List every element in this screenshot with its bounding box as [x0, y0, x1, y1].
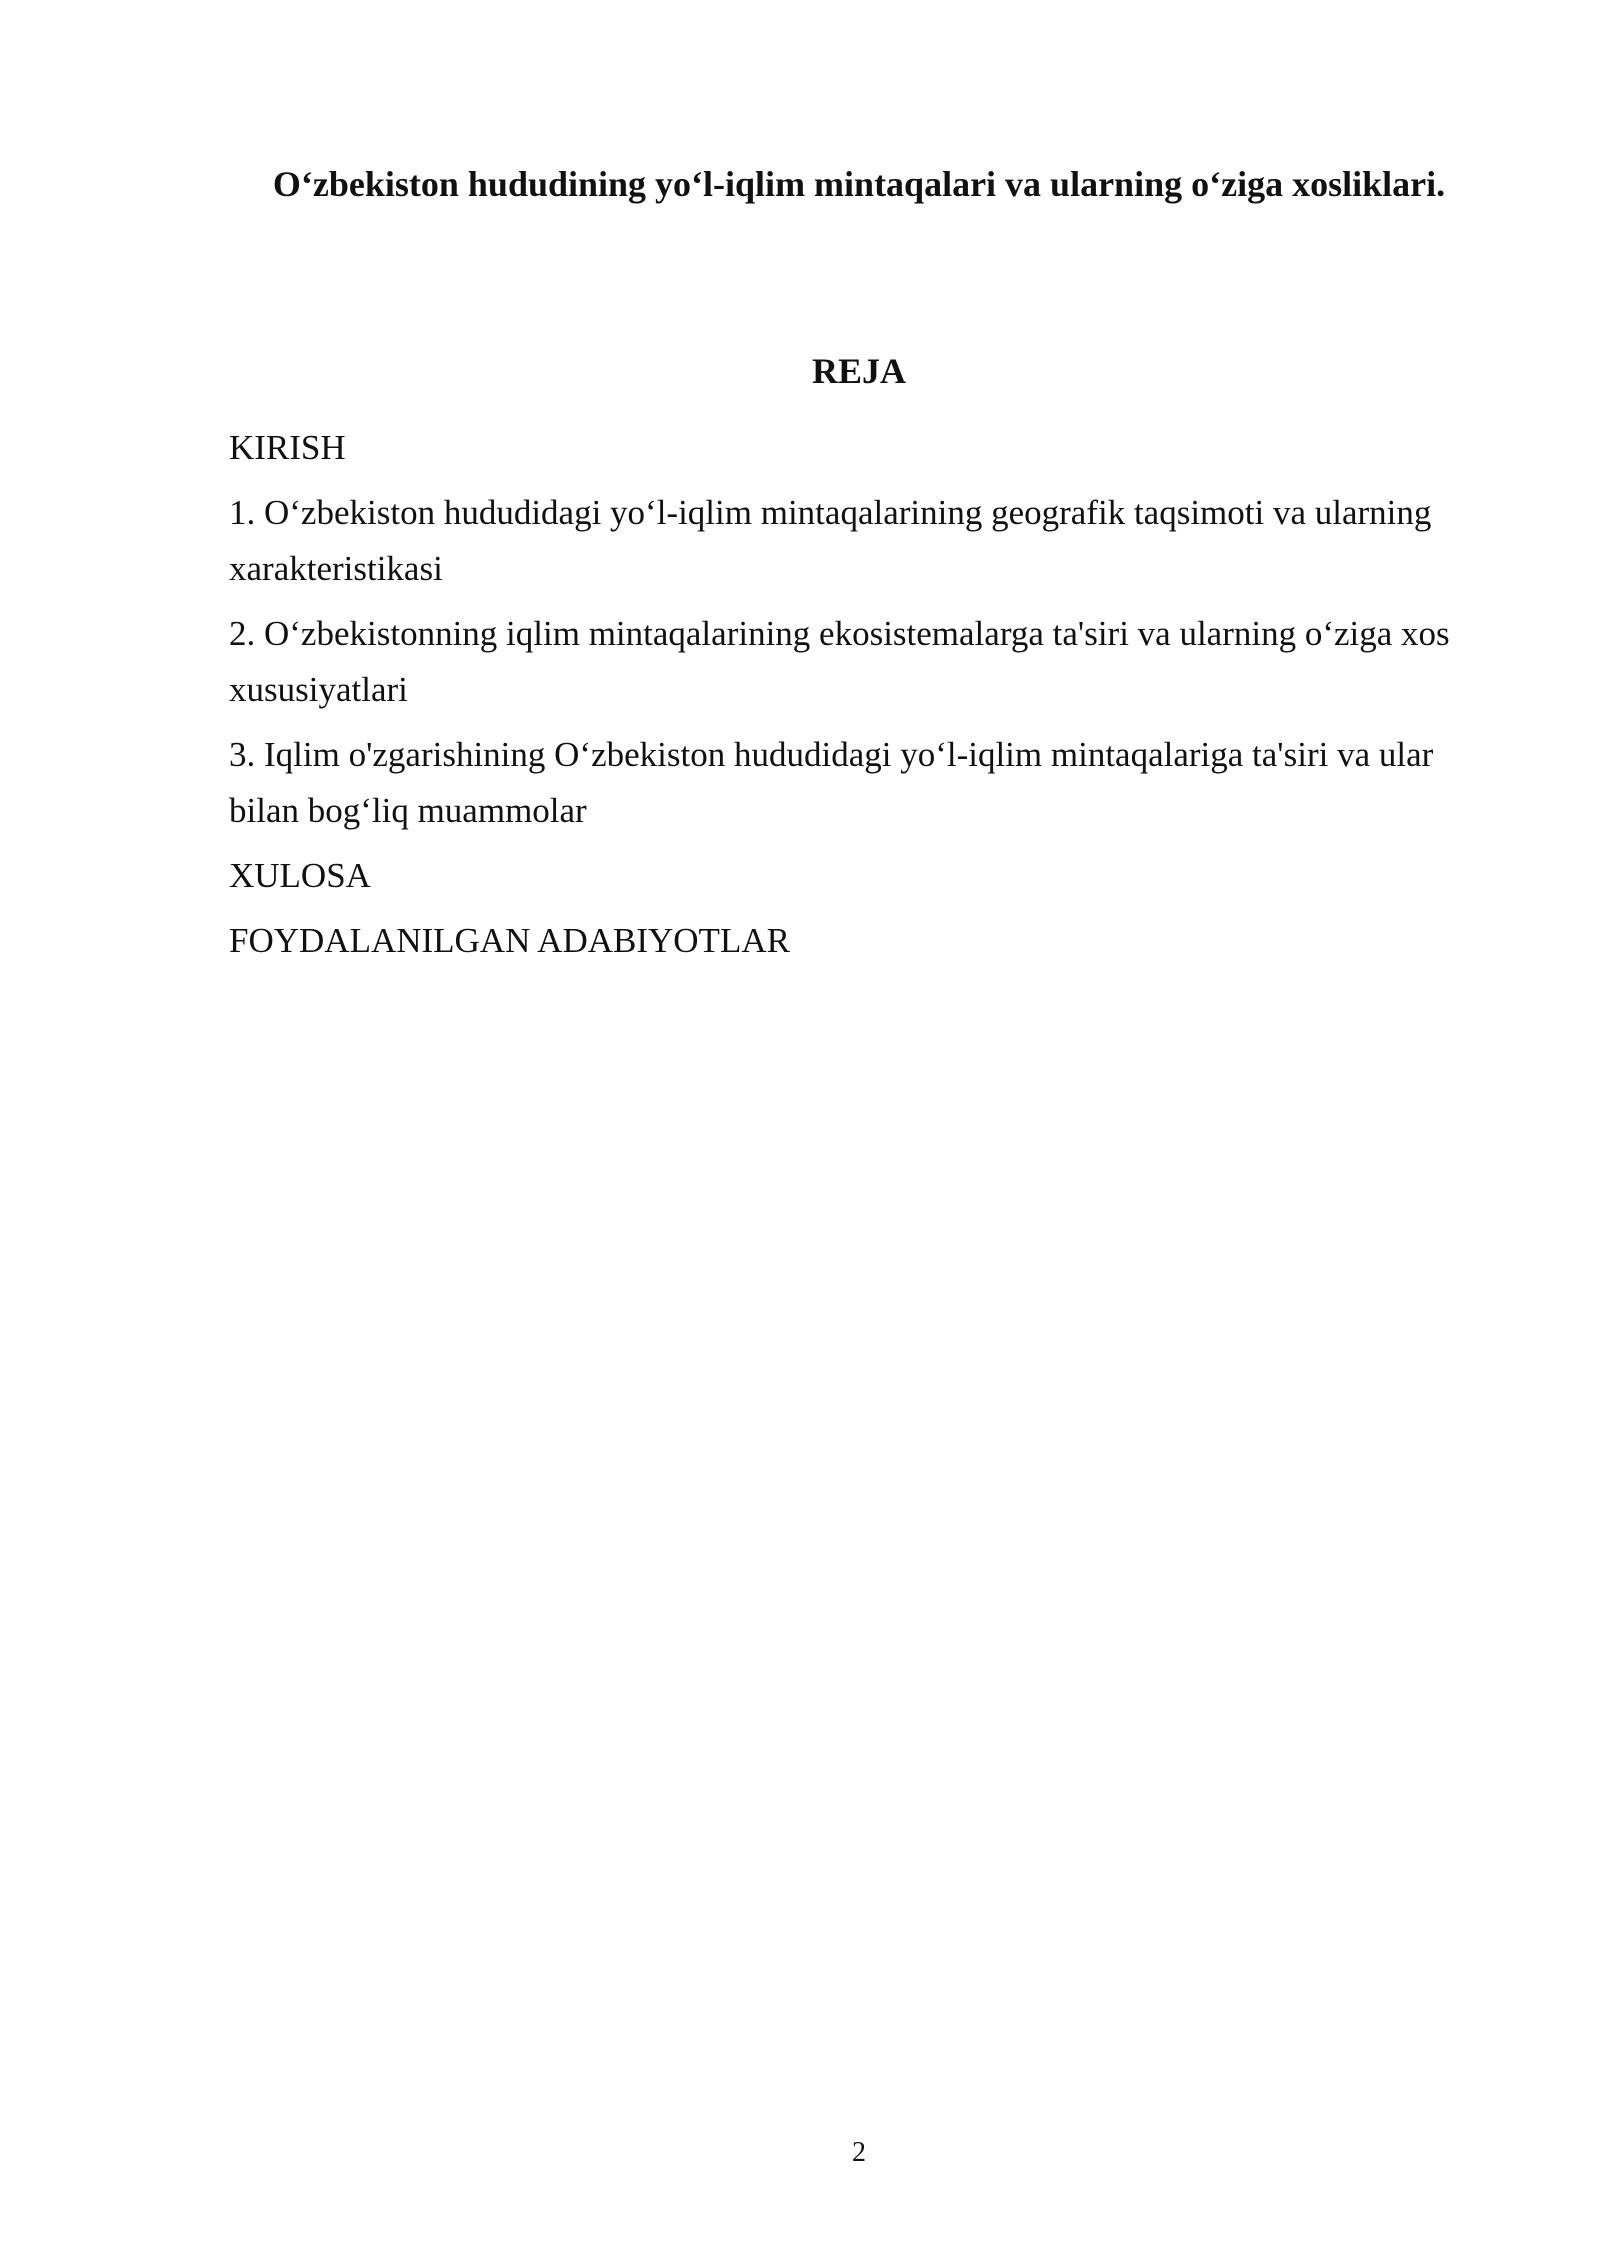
plan-heading: REJA	[811, 351, 906, 391]
plan-item-introduction: KIRISH	[229, 428, 346, 467]
plan-item-conclusion: XULOSA	[229, 856, 371, 895]
document-title: O‘zbekiston hududining yo‘l-iqlim mintaqalari va ularning o‘ziga xosliklari.	[272, 164, 1446, 204]
page-number: 2	[852, 2137, 866, 2168]
plan-list	[229, 420, 1489, 978]
plan-item-3: 3. Iqlim o'zgarishining O‘zbekiston hududidagi yo‘l-iqlim mintaqalariga ta'siri va ular bilan bog‘liq muammolar	[229, 735, 1434, 830]
plan-item-references: FOYDALANILGAN ADABIYOTLAR	[229, 921, 790, 960]
plan-item-1: 1. O‘zbekiston hududidagi yo‘l-iqlim mintaqalarining geografik taqsimoti va ularning xarakteristikasi	[229, 493, 1432, 588]
plan-item-2: 2. O‘zbekistonning iqlim mintaqalarining ekosistemalarga ta'siri va ularning o‘ziga xos xususiyatlari	[229, 614, 1450, 709]
